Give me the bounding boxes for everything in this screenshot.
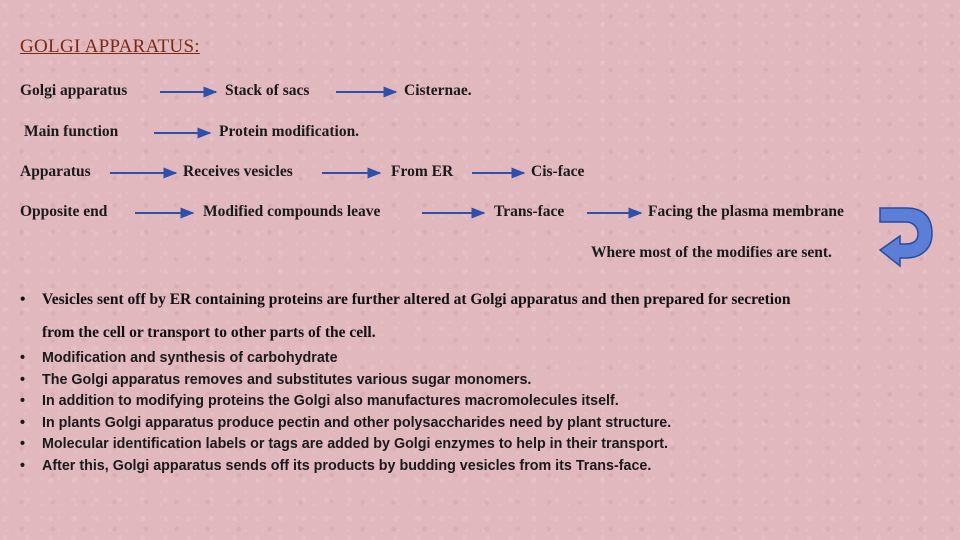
flow-receives-vesicles: Receives vesicles xyxy=(183,163,293,180)
list-item xyxy=(20,434,940,456)
bullet-dot: • xyxy=(20,393,26,410)
flow-arrow-icon xyxy=(334,84,400,100)
flow-arrow-icon xyxy=(158,84,220,100)
flow-facing-plasma-membrane: Facing the plasma membrane xyxy=(648,203,844,220)
flow-main-function: Main function xyxy=(24,123,119,140)
list-item-text: Molecular identification labels or tags are added by Golgi enzymes to help in their transport. xyxy=(42,436,669,453)
flow-stack-of-sacs: Stack of sacs xyxy=(225,82,310,99)
flow-arrow-icon xyxy=(420,205,488,221)
flow-modified-compounds-leave: Modified compounds leave xyxy=(203,203,381,220)
bullet-list xyxy=(20,348,940,478)
list-item xyxy=(20,391,940,413)
list-item xyxy=(20,456,940,478)
flow-arrow-icon xyxy=(320,165,384,181)
flow-arrow-icon xyxy=(470,165,528,181)
bullet-dot: • xyxy=(20,350,26,366)
flow-arrow-icon xyxy=(585,205,645,221)
page-title: GOLGI APPARATUS: xyxy=(20,36,200,57)
list-item-text: The Golgi apparatus removes and substitutes various sugar monomers. xyxy=(42,371,532,388)
list-item-text: In plants Golgi apparatus produce pectin and other polysaccharides need by plant structure. xyxy=(42,414,672,431)
flow-apparatus: Apparatus xyxy=(20,163,91,180)
flow-golgi-apparatus: Golgi apparatus xyxy=(20,82,128,99)
list-item xyxy=(20,413,940,435)
bullet-dot: • xyxy=(20,371,26,388)
flow-protein-modification: Protein modification. xyxy=(219,123,360,140)
curved-arrow-icon xyxy=(876,200,936,270)
flow-trans-face: Trans-face xyxy=(494,203,565,220)
bullet-dot: • xyxy=(20,291,26,308)
flow-note: Where most of the modifies are sent. xyxy=(591,244,832,261)
list-item xyxy=(20,370,940,392)
flow-from-er: From ER xyxy=(391,163,454,180)
main-bullet xyxy=(20,283,930,349)
bullet-dot: • xyxy=(20,436,26,453)
list-item xyxy=(20,348,940,370)
list-item-text: In addition to modifying proteins the Golgi also manufactures macromolecules itself. xyxy=(42,393,619,410)
bullet-dot: • xyxy=(20,457,26,474)
flow-opposite-end: Opposite end xyxy=(20,203,108,220)
flow-arrow-icon xyxy=(133,205,197,221)
main-bullet-line2: from the cell or transport to other parts of the cell. xyxy=(42,324,376,341)
flow-arrow-icon xyxy=(152,125,214,141)
bullet-dot: • xyxy=(20,414,26,431)
main-bullet-line1: Vesicles sent off by ER containing proteins are further altered at Golgi apparatus and then prepared for secretion xyxy=(42,291,791,308)
flow-arrow-icon xyxy=(108,165,180,181)
list-item-text: Modification and synthesis of carbohydrate xyxy=(42,350,338,366)
flow-cisternae: Cisternae. xyxy=(404,82,472,99)
flow-cis-face: Cis-face xyxy=(531,163,585,180)
list-item-text: After this, Golgi apparatus sends off its products by budding vesicles from its Trans-face. xyxy=(42,457,652,474)
